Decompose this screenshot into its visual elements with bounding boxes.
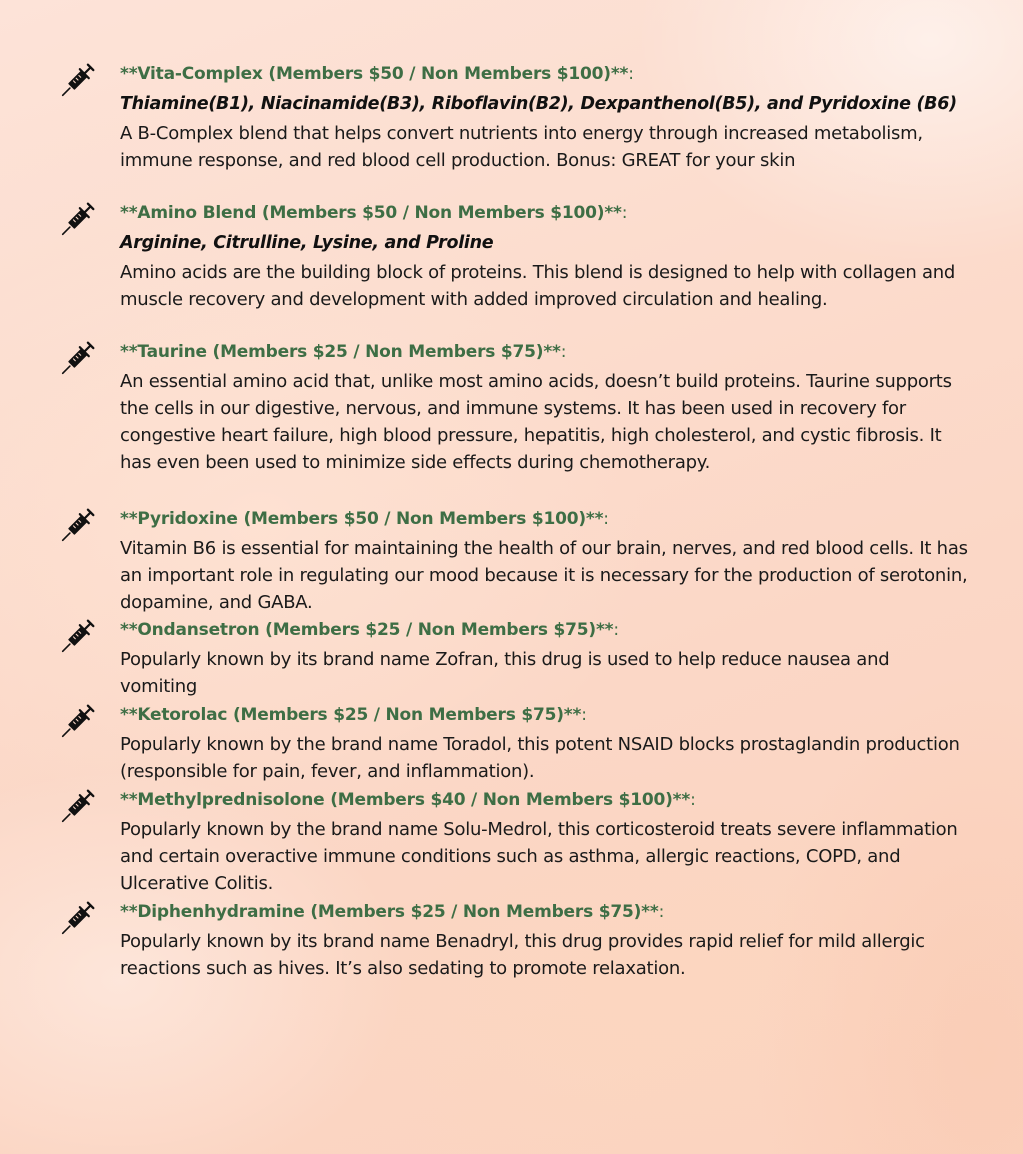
item-description: Popularly known by the brand name Toradol, this potent NSAID blocks prostaglandin production (responsible for pain, fever, and inflammation). <box>120 734 960 782</box>
syringe-icon <box>60 618 96 654</box>
syringe-icon <box>60 900 96 936</box>
item-title: **Amino Blend (Members $50 / Non Members $100)**: <box>120 203 628 223</box>
item-title: **Ketorolac (Members $25 / Non Members $75)**: <box>120 705 587 725</box>
treatment-list <box>58 60 968 988</box>
list-item <box>58 786 968 898</box>
item-description: An essential amino acid that, unlike most amino acids, doesn’t build proteins. Taurine supports the cells in our digestive, nervous, and immune systems. It has been used in recovery for congestive heart failure, high blood pressure, hepatitis, high cholesterol, and cystic fibrosis. It has even been used to minimize side effects during chemotherapy. <box>120 371 952 473</box>
list-item <box>58 199 968 338</box>
item-description: A B-Complex blend that helps convert nutrients into energy through increased metabolism, immune response, and red blood cell production. Bonus: GREAT for your skin <box>120 123 923 171</box>
list-item <box>58 898 968 988</box>
item-ingredients: Arginine, Citrulline, Lysine, and Proline <box>120 233 494 253</box>
item-title: **Vita-Complex (Members $50 / Non Members $100)**: <box>120 64 634 84</box>
syringe-icon <box>60 703 96 739</box>
item-description: Popularly known by its brand name Zofran, this drug is used to help reduce nausea and vomiting <box>120 649 890 697</box>
syringe-icon <box>60 201 96 237</box>
item-title: **Pyridoxine (Members $50 / Non Members $100)**: <box>120 509 609 529</box>
list-item <box>58 60 968 199</box>
list-item <box>58 616 968 701</box>
syringe-icon <box>60 507 96 543</box>
item-title: **Diphenhydramine (Members $25 / Non Members $75)**: <box>120 902 665 922</box>
item-title: **Taurine (Members $25 / Non Members $75)**: <box>120 342 567 362</box>
syringe-icon <box>60 62 96 98</box>
item-description: Vitamin B6 is essential for maintaining the health of our brain, nerves, and red blood cells. It has an important role in regulating our mood because it is necessary for the production of serotonin, dopamine, and GABA. <box>120 538 968 613</box>
item-ingredients: Thiamine(B1), Niacinamide(B3), Riboflavin(B2), Dexpanthenol(B5), and Pyridoxine (B6) <box>120 94 957 114</box>
item-description: Popularly known by the brand name Solu-Medrol, this corticosteroid treats severe inflammation and certain overactive immune conditions such as asthma, allergic reactions, COPD, and Ulcerative Colitis. <box>120 819 958 894</box>
item-title: **Methylprednisolone (Members $40 / Non Members $100)**: <box>120 790 696 810</box>
item-title: **Ondansetron (Members $25 / Non Members $75)**: <box>120 620 619 640</box>
item-description: Amino acids are the building block of proteins. This blend is designed to help with collagen and muscle recovery and development with added improved circulation and healing. <box>120 262 956 310</box>
syringe-icon <box>60 788 96 824</box>
syringe-icon <box>60 340 96 376</box>
item-description: Popularly known by its brand name Benadryl, this drug provides rapid relief for mild allergic reactions such as hives. It’s also sedating to promote relaxation. <box>120 931 925 979</box>
list-item <box>58 505 968 616</box>
list-item <box>58 701 968 786</box>
list-item <box>58 338 968 505</box>
